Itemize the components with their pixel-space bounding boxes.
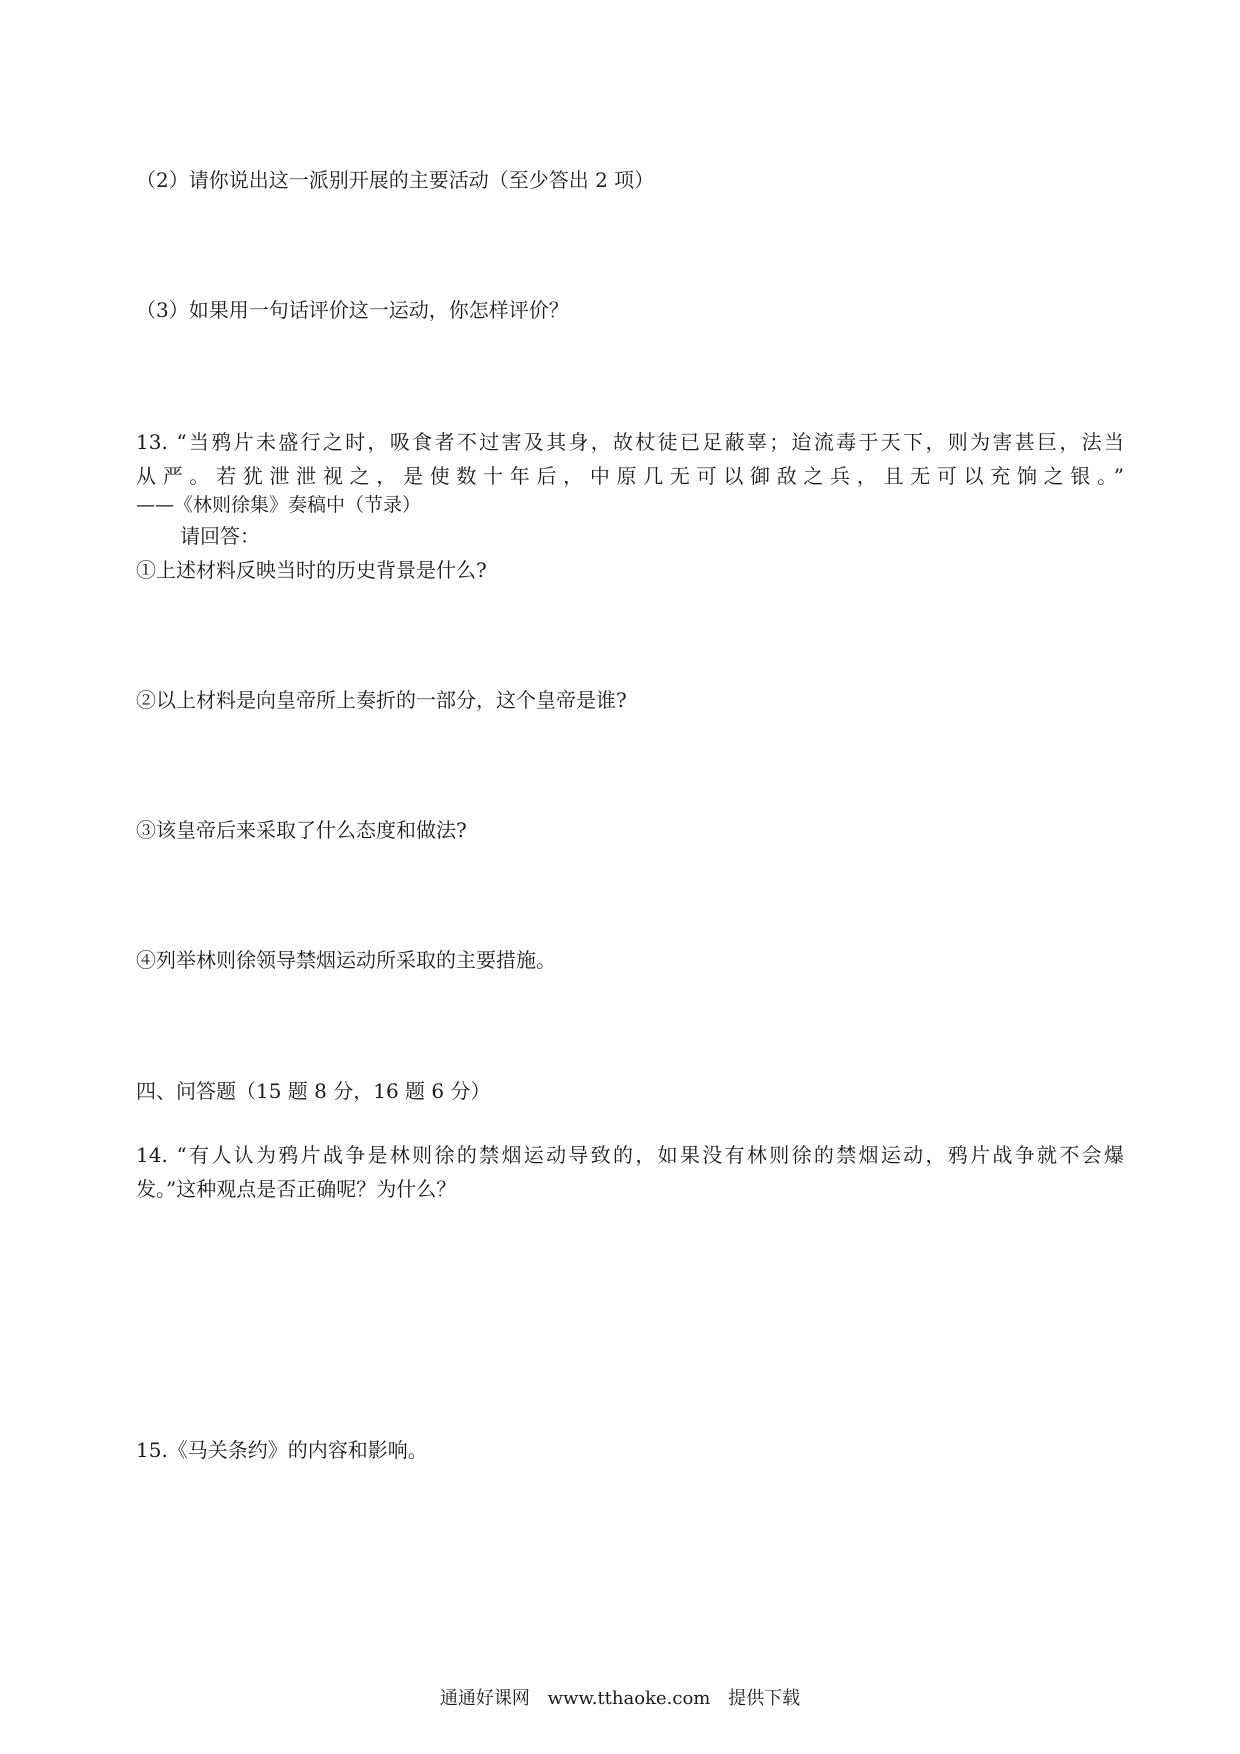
footer-url: www.tthaoke.com (547, 1688, 711, 1709)
q13-question-2: ②以上材料是向皇帝所上奏折的一部分，这个皇帝是谁? (136, 688, 627, 712)
q15-text: 15.《马关条约》的内容和影响。 (136, 1438, 428, 1462)
q13-question-3: ③该皇帝后来采取了什么态度和做法? (136, 818, 467, 842)
q14-line2: 发。”这种观点是否正确呢？为什么？ (136, 1177, 457, 1201)
q14-line1: 14. “有人认为鸦片战争是林则徐的禁烟运动导致的，如果没有林则徐的禁烟运动，鸦片战争就不会爆 (136, 1143, 1124, 1167)
page-footer (0, 1684, 1240, 1714)
q12-sub2: （2）请你说出这一派别开展的主要活动（至少答出 2 项） (136, 168, 655, 192)
q13-question-4: ④列举林则徐领导禁烟运动所采取的主要措施。 (136, 948, 556, 972)
q13-prompt: 请回答： (180, 524, 260, 548)
q13-material-line1: 13. “当鸦片未盛行之时，吸食者不过害及其身，故杖徒已足蔽辜；迨流毒于天下，则为害甚巨，法当 (136, 430, 1124, 454)
q14-text (136, 1138, 1124, 1206)
q13-question-1: ①上述材料反映当时的历史背景是什么? (136, 558, 487, 582)
section-4-title: 四、问答题（15 题 8 分，16 题 6 分） (136, 1079, 491, 1103)
q12-sub3: （3）如果用一句话评价这一运动，你怎样评价？ (136, 298, 569, 322)
footer-site-name: 通通好课网 (439, 1688, 530, 1709)
q13-material-line2: 从严。若犹泄泄视之，是使数十年后，中原几无可以御敌之兵，且无可以充饷之银。” (136, 464, 1124, 488)
q13-source: ——《林则徐集》奏稿中（节录） (136, 494, 422, 516)
q13-material (136, 425, 1124, 493)
footer-suffix: 提供下载 (728, 1688, 801, 1709)
